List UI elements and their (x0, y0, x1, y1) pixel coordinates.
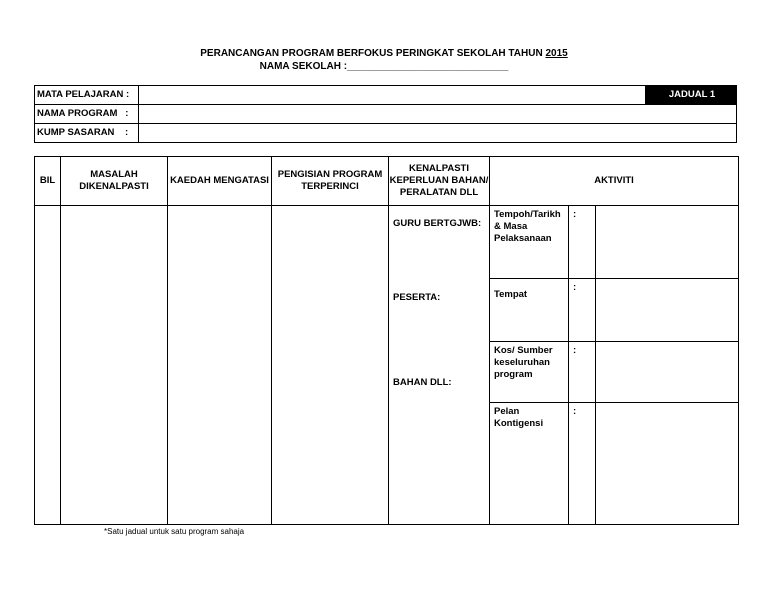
aktiviti-colon: : (569, 403, 596, 525)
header-kaedah: KAEDAH MENGATASI (168, 157, 272, 206)
cell-kenalpasti[interactable] (389, 206, 490, 525)
field-nama-program[interactable] (139, 105, 737, 124)
school-name-line: NAMA SEKOLAH :_____________________________ (259, 61, 509, 72)
header-aktiviti: AKTIVITI (490, 157, 739, 206)
aktiviti-value-pelan[interactable] (596, 403, 739, 525)
aktiviti-value-tempat[interactable] (596, 279, 739, 342)
aktiviti-value-tempoh[interactable] (596, 206, 739, 279)
label-mata-pelajaran: MATA PELAJARAN : (35, 86, 139, 105)
footnote: *Satu jadual untuk satu program sahaja (104, 527, 245, 536)
aktiviti-label-pelan: Pelan Kontigensi (490, 403, 569, 525)
field-kump-sasaran[interactable] (139, 124, 737, 143)
aktiviti-colon: : (569, 342, 596, 403)
info-table (34, 85, 737, 143)
document-title (0, 48, 768, 60)
header-kenalpasti: KENALPASTI KEPERLUAN BAHAN/ PERALATAN DLL (389, 157, 490, 206)
program-table (34, 156, 739, 525)
aktiviti-colon: : (569, 206, 596, 279)
title-prefix: PERANCANGAN PROGRAM BERFOKUS PERINGKAT SEKOLAH TAHUN (200, 48, 546, 59)
item-peserta: PESERTA: (393, 292, 441, 303)
jadual-badge: JADUAL 1 (646, 86, 737, 105)
aktiviti-label-tempoh: Tempoh/Tarikh & Masa Pelaksanaan (490, 206, 569, 279)
item-bahan: BAHAN DLL: (393, 377, 452, 388)
cell-bil[interactable] (35, 206, 61, 525)
cell-kaedah[interactable] (168, 206, 272, 525)
label-nama-program: NAMA PROGRAM : (35, 105, 139, 124)
aktiviti-label-kos: Kos/ Sumber keseluruhan program (490, 342, 569, 403)
aktiviti-colon: : (569, 279, 596, 342)
item-guru: GURU BERTGJWB: (393, 218, 482, 229)
header-pengisian: PENGISIAN PROGRAM TERPERINCI (272, 157, 389, 206)
header-bil: BIL (35, 157, 61, 206)
aktiviti-label-tempat: Tempat (490, 279, 569, 342)
cell-pengisian[interactable] (272, 206, 389, 525)
aktiviti-value-kos[interactable] (596, 342, 739, 403)
cell-masalah[interactable] (61, 206, 168, 525)
field-mata-pelajaran[interactable] (139, 86, 646, 105)
title-year: 2015 (545, 48, 568, 59)
header-masalah: MASALAH DIKENALPASTI (61, 157, 168, 206)
label-kump-sasaran: KUMP SASARAN : (35, 124, 139, 143)
